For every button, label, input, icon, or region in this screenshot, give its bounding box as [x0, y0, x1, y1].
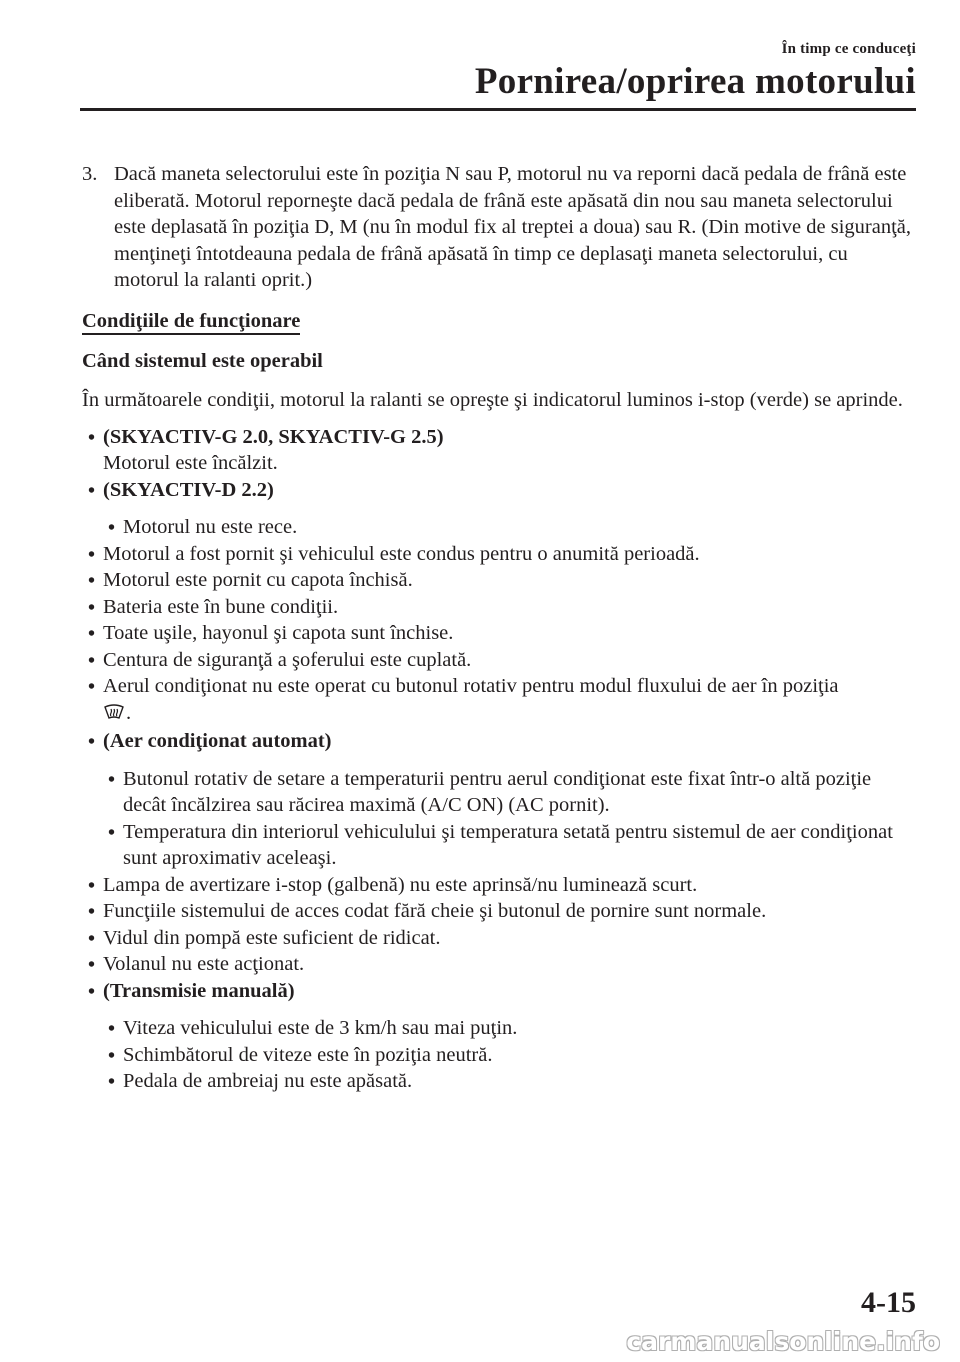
bullet-icon: • — [88, 676, 96, 698]
list-item — [82, 898, 916, 925]
list-item-text: Aerul condiţionat nu este operat cu butonul rotativ pentru modul fluxului de aer în poziţia — [103, 675, 839, 697]
intro-paragraph: În următoarele condiţii, motorul la ralanti se opreşte şi indicatorul luminos i-stop (verde) se aprinde. — [82, 389, 903, 411]
bullet-icon: • — [108, 517, 116, 539]
bullet-icon: • — [88, 479, 96, 502]
list-item — [82, 766, 916, 819]
step-text: Dacă maneta selectorului este în poziţia N sau P, motorul nu va reporni dacă pedala de frână este eliberată. Motorul reporneşte dacă pedala de frână este apăsată din nou sau maneta selectorului este deplasată în poziţia D, M (nu în modul fix al treptei a doua) sau R. (Din motive de siguranţă, menţineţi întotdeauna pedala de frână apăsată în timp ce deplasaţi maneta selectorului, cu motorul la ralanti oprit.) — [114, 163, 912, 291]
bullet-icon: • — [88, 570, 96, 592]
bullet-icon: • — [108, 821, 116, 844]
list-item — [82, 1042, 916, 1069]
chapter-title: În timp ce conduceţi — [781, 41, 916, 57]
manual-transmission-label: (Transmisie manuală) — [103, 979, 295, 1002]
list-item-text: Butonul rotativ de setare a temperaturii pentru aerul condiţionat este fixat într-o altă poziţie decât încălzirea sau răcirea maximă (A/C ON) (AC pornit). — [123, 767, 872, 816]
list-item — [82, 541, 916, 568]
operating-conditions-heading: Condiţiile de funcţionare — [82, 309, 300, 335]
bullet-icon: • — [88, 927, 96, 950]
list-item — [82, 477, 916, 504]
list-item — [82, 872, 916, 899]
list-item-text: Motorul a fost pornit şi vehiculul este condus pentru o anumită perioadă. — [103, 542, 700, 565]
bullet-icon: • — [108, 768, 116, 791]
list-item-text: Funcţiile sistemului de acces codat fără cheie şi butonul de pornire sunt normale. — [103, 900, 767, 922]
list-item-text: Toate uşile, hayonul şi capota sunt închise. — [103, 622, 454, 644]
list-item-text: Vidul din pompă este suficient de ridicat. — [103, 926, 441, 949]
step-number: 3. — [82, 163, 98, 185]
list-item — [82, 424, 916, 477]
list-item-text: Motorul este pornit cu capota închisă. — [103, 569, 413, 591]
list-item — [82, 514, 916, 541]
bullet-icon: • — [88, 596, 96, 619]
list-item-text: Volanul nu este acţionat. — [103, 953, 305, 975]
bullet-icon: • — [88, 954, 96, 976]
list-item — [82, 1068, 916, 1095]
bullet-icon: • — [88, 874, 96, 897]
skyactiv-g-label: (SKYACTIV-G 2.0, SKYACTIV-G 2.5) — [103, 425, 444, 448]
auto-ac-label: (Aer condiţionat automat) — [103, 730, 332, 752]
list-item — [82, 594, 916, 621]
list-item-text: Motorul nu este rece. — [123, 516, 298, 538]
bullet-icon: • — [108, 1018, 116, 1040]
list-item — [82, 620, 916, 647]
list-item — [82, 728, 916, 755]
header-divider — [80, 108, 916, 111]
list-item — [82, 819, 916, 872]
sentence-end: . — [126, 701, 132, 724]
list-item-text: Centura de siguranţă a şoferului este cuplată. — [103, 648, 472, 671]
list-item-text: Bateria este în bune condiţii. — [103, 595, 339, 618]
windshield-defroster-icon — [103, 702, 125, 729]
skyactiv-g-text: Motorul este încălzit. — [103, 452, 278, 474]
bullet-icon: • — [88, 543, 96, 566]
page-number: 4-15 — [861, 1286, 916, 1319]
bullet-icon: • — [88, 901, 96, 923]
bullet-icon: • — [88, 980, 96, 1003]
bullet-icon: • — [108, 1044, 116, 1067]
list-item — [82, 978, 916, 1005]
list-item-text: Temperatura din interiorul vehiculului şi temperatura setată pentru sistemul de aer condiţionat sunt aproximativ aceleaşi. — [123, 820, 893, 869]
list-item — [82, 673, 916, 728]
bullet-icon: • — [88, 426, 96, 449]
bullet-icon: • — [108, 1071, 116, 1093]
list-item-text: Lampa de avertizare i-stop (galbenă) nu este aprinsă/nu luminează scurt. — [103, 873, 698, 896]
bullet-icon: • — [88, 649, 96, 672]
bullet-icon: • — [88, 623, 96, 645]
skyactiv-d-label: (SKYACTIV-D 2.2) — [103, 478, 274, 501]
list-item-text: Schimbătorul de viteze este în poziţia neutră. — [123, 1043, 493, 1066]
list-item-text: Viteza vehiculului este de 3 km/h sau mai puţin. — [123, 1017, 518, 1039]
bullet-icon: • — [88, 731, 96, 753]
list-item — [82, 567, 916, 594]
numbered-step-3 — [82, 161, 916, 294]
list-item — [82, 951, 916, 978]
list-item-text: Pedala de ambreiaj nu este apăsată. — [123, 1070, 413, 1092]
system-operable-subheading: Când sistemul este operabil — [82, 349, 323, 372]
watermark: carmanualsonline.info — [626, 1327, 940, 1356]
page-content — [82, 161, 916, 1095]
list-item — [82, 647, 916, 674]
list-item — [82, 925, 916, 952]
section-title: Pornirea/oprirea motorului — [474, 61, 916, 102]
list-item — [82, 1015, 916, 1042]
